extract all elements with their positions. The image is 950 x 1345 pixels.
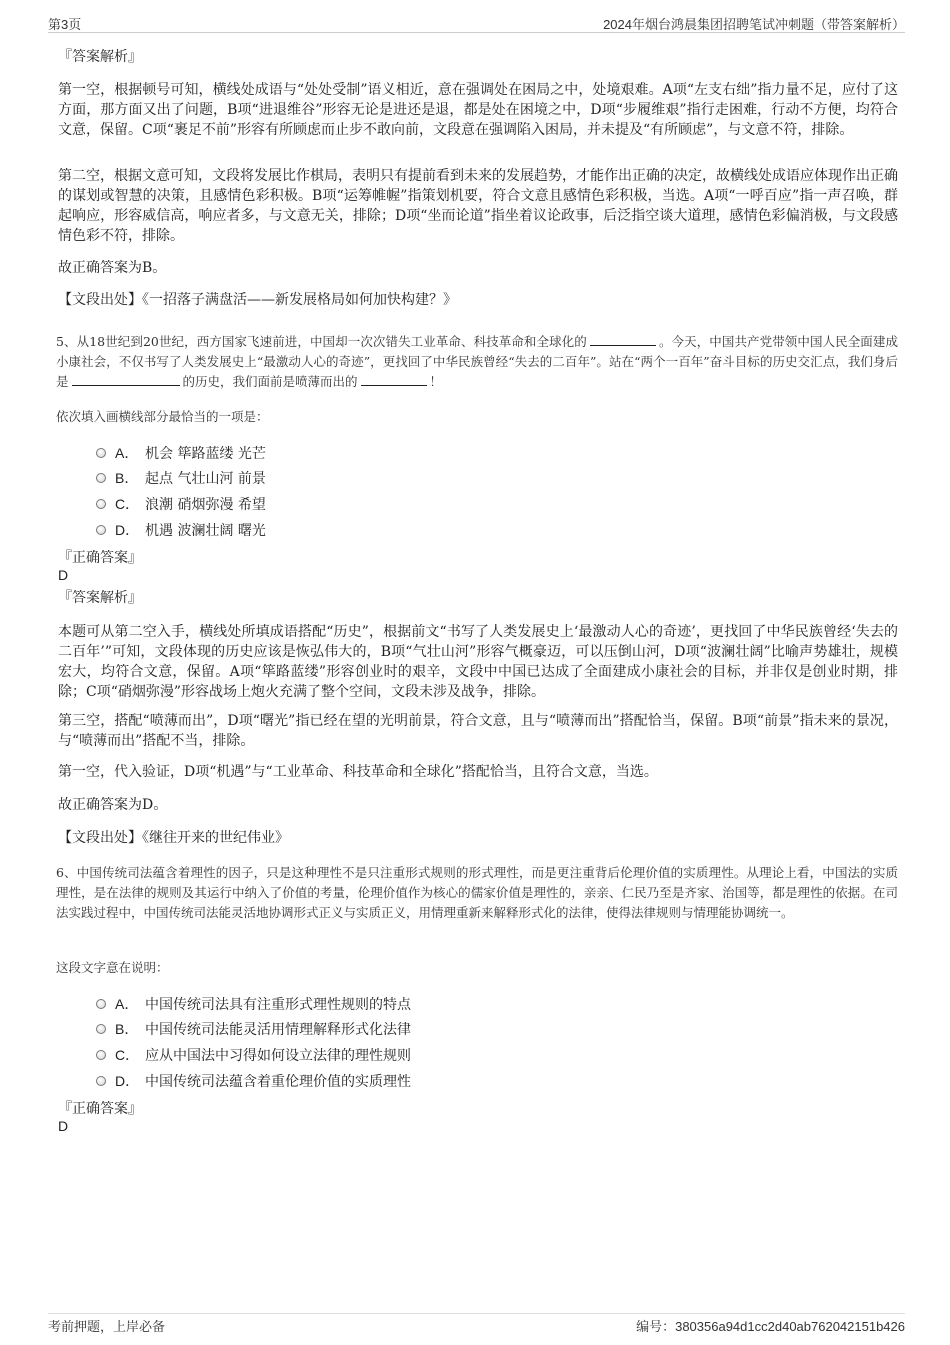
q4-analysis-para3: 故正确答案为B。 xyxy=(58,260,167,276)
radio-icon[interactable] xyxy=(96,999,106,1009)
q6-answer-label: 『正确答案』 xyxy=(58,1101,142,1117)
footer-code xyxy=(636,1316,905,1335)
q6-option-c[interactable] xyxy=(96,1045,411,1066)
option-text: 浪潮 硝烟弥漫 希望 xyxy=(145,497,266,513)
option-text: 中国传统司法能灵活用情理解释形式化法律 xyxy=(145,1022,411,1038)
q5-blank-2 xyxy=(72,373,180,386)
q6-answer: D xyxy=(58,1118,69,1134)
source-title: 《继往开来的世纪伟业》 xyxy=(142,830,289,846)
q6-option-d[interactable] xyxy=(96,1071,411,1092)
q5-analysis-para4: 故正确答案为D。 xyxy=(58,797,168,813)
q4-analysis-label: 『答案解析』 xyxy=(58,49,142,65)
radio-icon[interactable] xyxy=(96,1050,106,1060)
option-text: 中国传统司法具有注重形式理性规则的特点 xyxy=(145,997,411,1013)
q5-analysis-para1: 本题可从第二空入手，横线处所填成语搭配“历史”，根据前文“书写了人类发展史上‘最激动人心的奇迹’，更找回了中华民族曾经‘失去的二百年’”可知，文段体现的历史应该是恢弘伟大的，B项“气壮山河”形容气概豪迈，可以压倒山河，D项“波澜壮阔”比喻声势雄壮，规模宏大，均符合文意，保留。A项“筚路蓝缕”形容创业时的艰辛，文段中中国已达成了全面建成小康社会的目标，并非仅是创业时期，排除；C项“硝烟弥漫”形容战场上炮火充满了整个空间，文段未涉及战争，排除。 xyxy=(58,624,898,700)
option-text: 中国传统司法蕴含着重伦理价值的实质理性 xyxy=(145,1074,411,1090)
option-text: 应从中国法中习得如何设立法律的理性规则 xyxy=(145,1048,411,1064)
q5-source xyxy=(58,828,898,848)
q5-blank-1 xyxy=(590,333,656,346)
q5-option-c[interactable] xyxy=(96,494,266,515)
source-label: 【文段出处】 xyxy=(58,830,142,846)
code-value: 380356a94d1cc2d40ab762042151b426 xyxy=(675,1319,905,1334)
q5-stem xyxy=(56,332,898,392)
q5-option-b[interactable] xyxy=(96,468,266,489)
page-footer xyxy=(48,1313,905,1334)
q6-prompt: 这段文字意在说明： xyxy=(56,960,169,975)
radio-icon[interactable] xyxy=(96,525,106,535)
document-title: 2024年烟台鸿晨集团招聘笔试冲刺题（带答案解析） xyxy=(603,17,905,32)
q4-analysis-para1: 第一空，根据顿号可知，横线处成语与“处处受制”语义相近，意在强调处在困局之中，处境艰难。A项“左支右绌”指力量不足，应付了这方面，那方面又出了问题，B项“进退维谷”形容无论是进还是退，都是处在困境之中，D项“步履维艰”指行走困难，行动不方便，均符合文意，保留。C项“裹足不前”形容有所顾虑而止步不敢向前，文段意在强调陷入困局，并未提及“有所顾虑”，与文意不符，排除。 xyxy=(58,82,898,138)
q5-answer-label: 『正确答案』 xyxy=(58,550,142,566)
page-number: 第3页 xyxy=(48,17,82,32)
option-text: 机会 筚路蓝缕 光芒 xyxy=(145,446,266,462)
source-label: 【文段出处】 xyxy=(58,292,142,308)
code-label: 编号： xyxy=(636,1319,676,1334)
option-letter: B． xyxy=(115,1021,139,1037)
q5-stem-part-a: 5、从18世纪到20世纪，西方国家飞速前进，中国却一次次错失工业革命、科技革命和全球化的 xyxy=(56,334,587,349)
radio-icon[interactable] xyxy=(96,1024,106,1034)
q5-stem-part-d: ！ xyxy=(429,374,443,389)
source-title: 《一招落子满盘活——新发展格局如何加快构建？》 xyxy=(142,292,457,308)
page-header xyxy=(48,14,905,33)
q5-prompt: 依次填入画横线部分最恰当的一项是： xyxy=(56,409,269,424)
option-text: 起点 气壮山河 前景 xyxy=(145,471,266,487)
q6-option-b[interactable] xyxy=(96,1019,411,1040)
q5-stem-part-b: 。今天，中国共产党带领中国人民全面建成小康社会，不仅书写了人类发展史上“最激动人心的奇迹”，更找回了中华民族曾经“失去的二百年”。站在“两个一百年”奋斗目标的历史交汇点，我们身后是 xyxy=(56,334,898,389)
radio-icon[interactable] xyxy=(96,448,106,458)
option-letter: B． xyxy=(115,470,139,486)
q5-option-d[interactable] xyxy=(96,520,266,541)
radio-icon[interactable] xyxy=(96,473,106,483)
option-letter: C． xyxy=(115,1047,140,1063)
q4-source xyxy=(58,290,898,310)
option-letter: D． xyxy=(115,522,140,538)
q6-stem: 6、中国传统司法蕴含着理性的因子，只是这种理性不是只注重形式规则的形式理性，而是更注重背后伦理价值的实质理性。从理论上看，中国法的实质理性，是在法律的规则及其运行中纳入了价值的考量，伦理价值作为核心的儒家价值是理性的，亲亲、仁民乃至是齐家、治国等，都是理性的依据。在司法实践过程中，中国传统司法能灵活地协调形式正义与实质正义，用情理重新来解释形式化的法律，使得法律规则与情理能协调统一。 xyxy=(56,865,898,920)
q5-analysis-label: 『答案解析』 xyxy=(58,590,142,606)
q5-answer: D xyxy=(58,567,69,583)
q5-blank-3 xyxy=(361,373,427,386)
option-letter: A． xyxy=(115,445,139,461)
footer-slogan: 考前押题，上岸必备 xyxy=(48,1319,166,1334)
q4-analysis-para2: 第二空，根据文意可知，文段将发展比作棋局，表明只有提前看到未来的发展趋势，才能作出正确的决定，故横线处成语应体现作出正确的谋划或智慧的决策，且感情色彩积极。B项“运筹帷幄”指策划机要，符合文意且感情色彩积极，当选。A项“一呼百应”指一声召唤，群起响应，形容威信高，响应者多，与文意无关，排除；D项“坐而论道”指坐着议论政事，后泛指空谈大道理，感情色彩偏消极，与文段感情色彩不符，排除。 xyxy=(58,168,898,244)
option-text: 机遇 波澜壮阔 曙光 xyxy=(145,523,266,539)
q6-option-a[interactable] xyxy=(96,994,411,1015)
q5-analysis-para3: 第一空，代入验证，D项“机遇”与“工业革命、科技革命和全球化”搭配恰当，且符合文意，当选。 xyxy=(58,764,658,780)
radio-icon[interactable] xyxy=(96,1076,106,1086)
q5-stem-part-c: 的历史，我们面前是喷薄而出的 xyxy=(182,374,358,389)
radio-icon[interactable] xyxy=(96,499,106,509)
option-letter: C． xyxy=(115,496,140,512)
option-letter: A． xyxy=(115,996,139,1012)
option-letter: D． xyxy=(115,1073,140,1089)
q5-option-a[interactable] xyxy=(96,443,266,464)
q5-analysis-para2: 第三空，搭配“喷薄而出”，D项“曙光”指已经在望的光明前景，符合文意，且与“喷薄而出”搭配恰当，保留。B项“前景”指未来的景况，与“喷薄而出”搭配不当，排除。 xyxy=(58,713,898,749)
